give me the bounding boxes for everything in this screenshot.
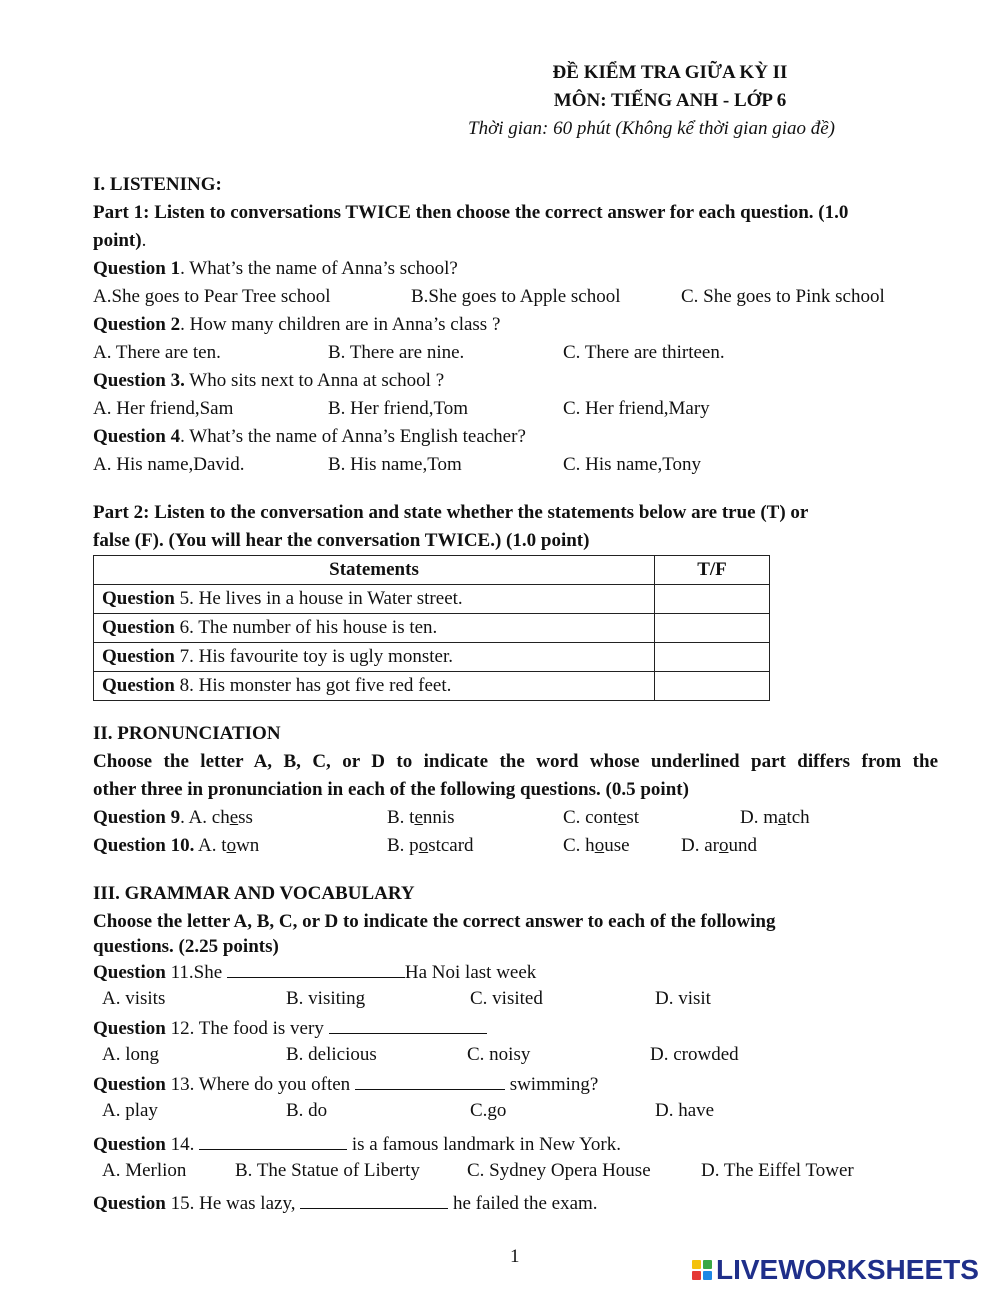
question-2 <box>93 313 500 337</box>
q2-option-a: A. There are ten. <box>93 342 221 363</box>
option-underlined: o <box>718 835 729 856</box>
statement-cell <box>94 585 655 614</box>
question-text-pre: 13. Where do you often <box>165 1074 355 1095</box>
q9-option-c <box>563 806 639 830</box>
question-label: Question 9 <box>93 807 181 828</box>
option-a-underlined: e <box>229 807 239 828</box>
question-label: Question <box>93 1018 166 1039</box>
option-post: tch <box>786 807 810 828</box>
option-pre: B. p <box>387 835 419 856</box>
option-pre: D. m <box>740 807 778 828</box>
option-post: stcard <box>428 835 474 856</box>
section-pronunciation-heading: II. PRONUNCIATION <box>93 723 281 744</box>
question-4 <box>93 425 526 449</box>
question-label: Question 10. <box>93 835 195 856</box>
option-underlined: o <box>418 835 429 856</box>
logo-square-yellow <box>692 1260 701 1269</box>
exam-title: ĐỀ KIỂM TRA GIỮA KỲ II <box>552 62 788 83</box>
question-text-pre: 15. He was lazy, <box>165 1193 301 1214</box>
option-underlined: e <box>617 807 627 828</box>
question-3 <box>93 369 444 393</box>
answer-blank[interactable] <box>300 1190 448 1209</box>
q12-option-b: B. delicious <box>286 1044 377 1065</box>
tf-answer-cell[interactable] <box>655 672 770 701</box>
question-13 <box>93 1071 598 1097</box>
table-header-row <box>94 556 770 585</box>
q1-option-c: C. She goes to Pink school <box>681 286 885 307</box>
question-text: . What’s the name of Anna’s English teacher? <box>180 426 526 447</box>
pronunciation-instruction-line1: Choose the letter A, B, C, or D to indicate the word whose underlined part differs from the <box>93 751 938 772</box>
question-text-pre: 12. The food is very <box>165 1018 329 1039</box>
question-15 <box>93 1190 598 1216</box>
exam-subject: MÔN: TIẾNG ANH - LỚP 6 <box>553 90 787 111</box>
table-row <box>94 672 770 701</box>
statement-label: Question <box>102 646 175 667</box>
q4-option-a: A. His name,David. <box>93 454 245 475</box>
option-underlined: a <box>778 807 787 828</box>
q1-option-b: B.She goes to Apple school <box>411 286 621 307</box>
part1-dot: . <box>141 230 147 251</box>
q3-option-b: B. Her friend,Tom <box>328 398 469 419</box>
q9-option-d <box>740 806 810 830</box>
q3-option-c: C. Her friend,Mary <box>563 398 710 419</box>
question-text-post: Ha Noi last week <box>404 962 537 983</box>
logo-square-red <box>692 1271 701 1280</box>
section-listening-heading: I. LISTENING: <box>93 174 222 195</box>
table-row <box>94 614 770 643</box>
part1-point: point) <box>93 230 142 251</box>
q11-option-d: D. visit <box>655 988 711 1009</box>
option-post: nnis <box>422 807 455 828</box>
instruction-points: . (0.5 point) <box>596 779 689 800</box>
q10-option-b <box>387 834 474 858</box>
question-text-post: is a famous landmark in New York. <box>351 1134 621 1155</box>
question-1 <box>93 257 458 281</box>
statement-text: 8. His monster has got five red feet. <box>174 675 452 696</box>
part1-instruction-line2 <box>93 229 146 253</box>
question-9 <box>93 806 253 830</box>
question-text-post: he failed the exam. <box>452 1193 598 1214</box>
question-text: Who sits next to Anna at school ? <box>184 370 445 391</box>
option-a-underlined: o <box>226 835 237 856</box>
option-post: und <box>728 835 757 856</box>
question-label: Question <box>93 1134 166 1155</box>
section-grammar-heading: III. GRAMMAR AND VOCABULARY <box>93 883 415 904</box>
q1-option-a: A.She goes to Pear Tree school <box>93 286 331 307</box>
question-text: . How many children are in Anna’s class ? <box>180 314 501 335</box>
option-underlined: e <box>414 807 423 828</box>
tf-answer-cell[interactable] <box>655 643 770 672</box>
q9-option-b <box>387 806 455 830</box>
option-pre: C. h <box>563 835 595 856</box>
logo-grid-icon <box>692 1260 712 1280</box>
grammar-instruction-line1: Choose the letter A, B, C, or D to indicate the correct answer to each of the following <box>93 911 776 932</box>
pronunciation-instruction-line2 <box>93 778 689 802</box>
answer-blank[interactable] <box>355 1071 505 1090</box>
option-a-pre: . A. ch <box>180 807 230 828</box>
option-post: st <box>626 807 640 828</box>
page-number: 1 <box>510 1246 520 1267</box>
q11-option-c: C. visited <box>470 988 543 1009</box>
q10-option-d <box>681 834 757 858</box>
option-pre: D. ar <box>681 835 719 856</box>
question-text-post: swimming? <box>504 1074 599 1095</box>
q14-option-a: A. Merlion <box>102 1160 187 1181</box>
option-underlined: o <box>594 835 605 856</box>
statement-label: Question <box>102 675 175 696</box>
statement-cell <box>94 643 655 672</box>
statement-label: Question <box>102 617 175 638</box>
part2-instruction-line1: Part 2: Listen to the conversation and state whether the statements below are true (T) or <box>93 502 809 523</box>
statement-text: 6. The number of his house is ten. <box>174 617 438 638</box>
question-label: Question <box>93 1193 166 1214</box>
q11-option-b: B. visiting <box>286 988 366 1009</box>
question-label: Question 2 <box>93 314 181 335</box>
part2-instruction-line2: false (F). (You will hear the conversation TWICE.) (1.0 point) <box>93 530 590 551</box>
question-12 <box>93 1015 487 1041</box>
q14-option-c: C. Sydney Opera House <box>467 1160 651 1181</box>
q3-option-a: A. Her friend,Sam <box>93 398 234 419</box>
header-statements: Statements <box>94 556 655 585</box>
question-10 <box>93 834 259 858</box>
logo-square-blue <box>703 1271 712 1280</box>
option-a-post: ss <box>238 807 253 828</box>
q2-option-c: C. There are thirteen. <box>563 342 725 363</box>
answer-blank[interactable] <box>227 959 405 978</box>
question-text: . What’s the name of Anna’s school? <box>180 258 458 279</box>
q13-option-a: A. play <box>102 1100 158 1121</box>
q13-option-d: D. have <box>655 1100 715 1121</box>
q12-option-d: D. crowded <box>650 1044 739 1065</box>
statement-cell <box>94 672 655 701</box>
q14-option-d: D. The Eiffel Tower <box>701 1160 854 1181</box>
header-tf: T/F <box>655 556 770 585</box>
q14-option-b: B. The Statue of Liberty <box>235 1160 420 1181</box>
exam-time: Thời gian: 60 phút (Không kể thời gian giao đề) <box>468 118 836 139</box>
logo-square-green <box>703 1260 712 1269</box>
answer-blank[interactable] <box>199 1131 347 1150</box>
logo-text: LIVEWORKSHEETS <box>716 1254 979 1285</box>
question-label: Question <box>93 962 166 983</box>
q13-option-c: C.go <box>470 1100 507 1121</box>
statement-text: 7. His favourite toy is ugly monster. <box>174 646 453 667</box>
question-14 <box>93 1131 621 1157</box>
option-pre: C. cont <box>563 807 618 828</box>
question-text-pre: 11.She <box>165 962 227 983</box>
statement-text: 5. He lives in a house in Water street. <box>174 588 463 609</box>
tf-answer-cell[interactable] <box>655 614 770 643</box>
true-false-table <box>93 555 770 701</box>
question-11 <box>93 959 536 985</box>
option-a-pre: A. t <box>194 835 227 856</box>
answer-blank[interactable] <box>329 1015 487 1034</box>
question-text-pre: 14. <box>165 1134 200 1155</box>
q2-option-b: B. There are nine. <box>328 342 465 363</box>
q4-option-b: B. His name,Tom <box>328 454 462 475</box>
table-row <box>94 643 770 672</box>
instruction-text: other three in pronunciation in each of the following questions <box>93 779 597 800</box>
option-pre: B. t <box>387 807 415 828</box>
question-label: Question 1 <box>93 258 181 279</box>
statement-label: Question <box>102 588 175 609</box>
tf-answer-cell[interactable] <box>655 585 770 614</box>
option-a-post: wn <box>236 835 260 856</box>
q10-option-c <box>563 834 630 858</box>
liveworksheets-logo[interactable] <box>692 1253 979 1287</box>
q11-option-a: A. visits <box>102 988 166 1009</box>
question-label: Question 3. <box>93 370 185 391</box>
q4-option-c: C. His name,Tony <box>563 454 701 475</box>
grammar-instruction-line2: questions. (2.25 points) <box>93 936 279 957</box>
table-row <box>94 585 770 614</box>
q12-option-c: C. noisy <box>467 1044 531 1065</box>
question-label: Question <box>93 1074 166 1095</box>
question-label: Question 4 <box>93 426 181 447</box>
statement-cell <box>94 614 655 643</box>
q12-option-a: A. long <box>102 1044 159 1065</box>
option-post: use <box>604 835 630 856</box>
part1-instruction-line1: Part 1: Listen to conversations TWICE then choose the correct answer for each question. (1.0 <box>93 202 849 223</box>
q13-option-b: B. do <box>286 1100 328 1121</box>
